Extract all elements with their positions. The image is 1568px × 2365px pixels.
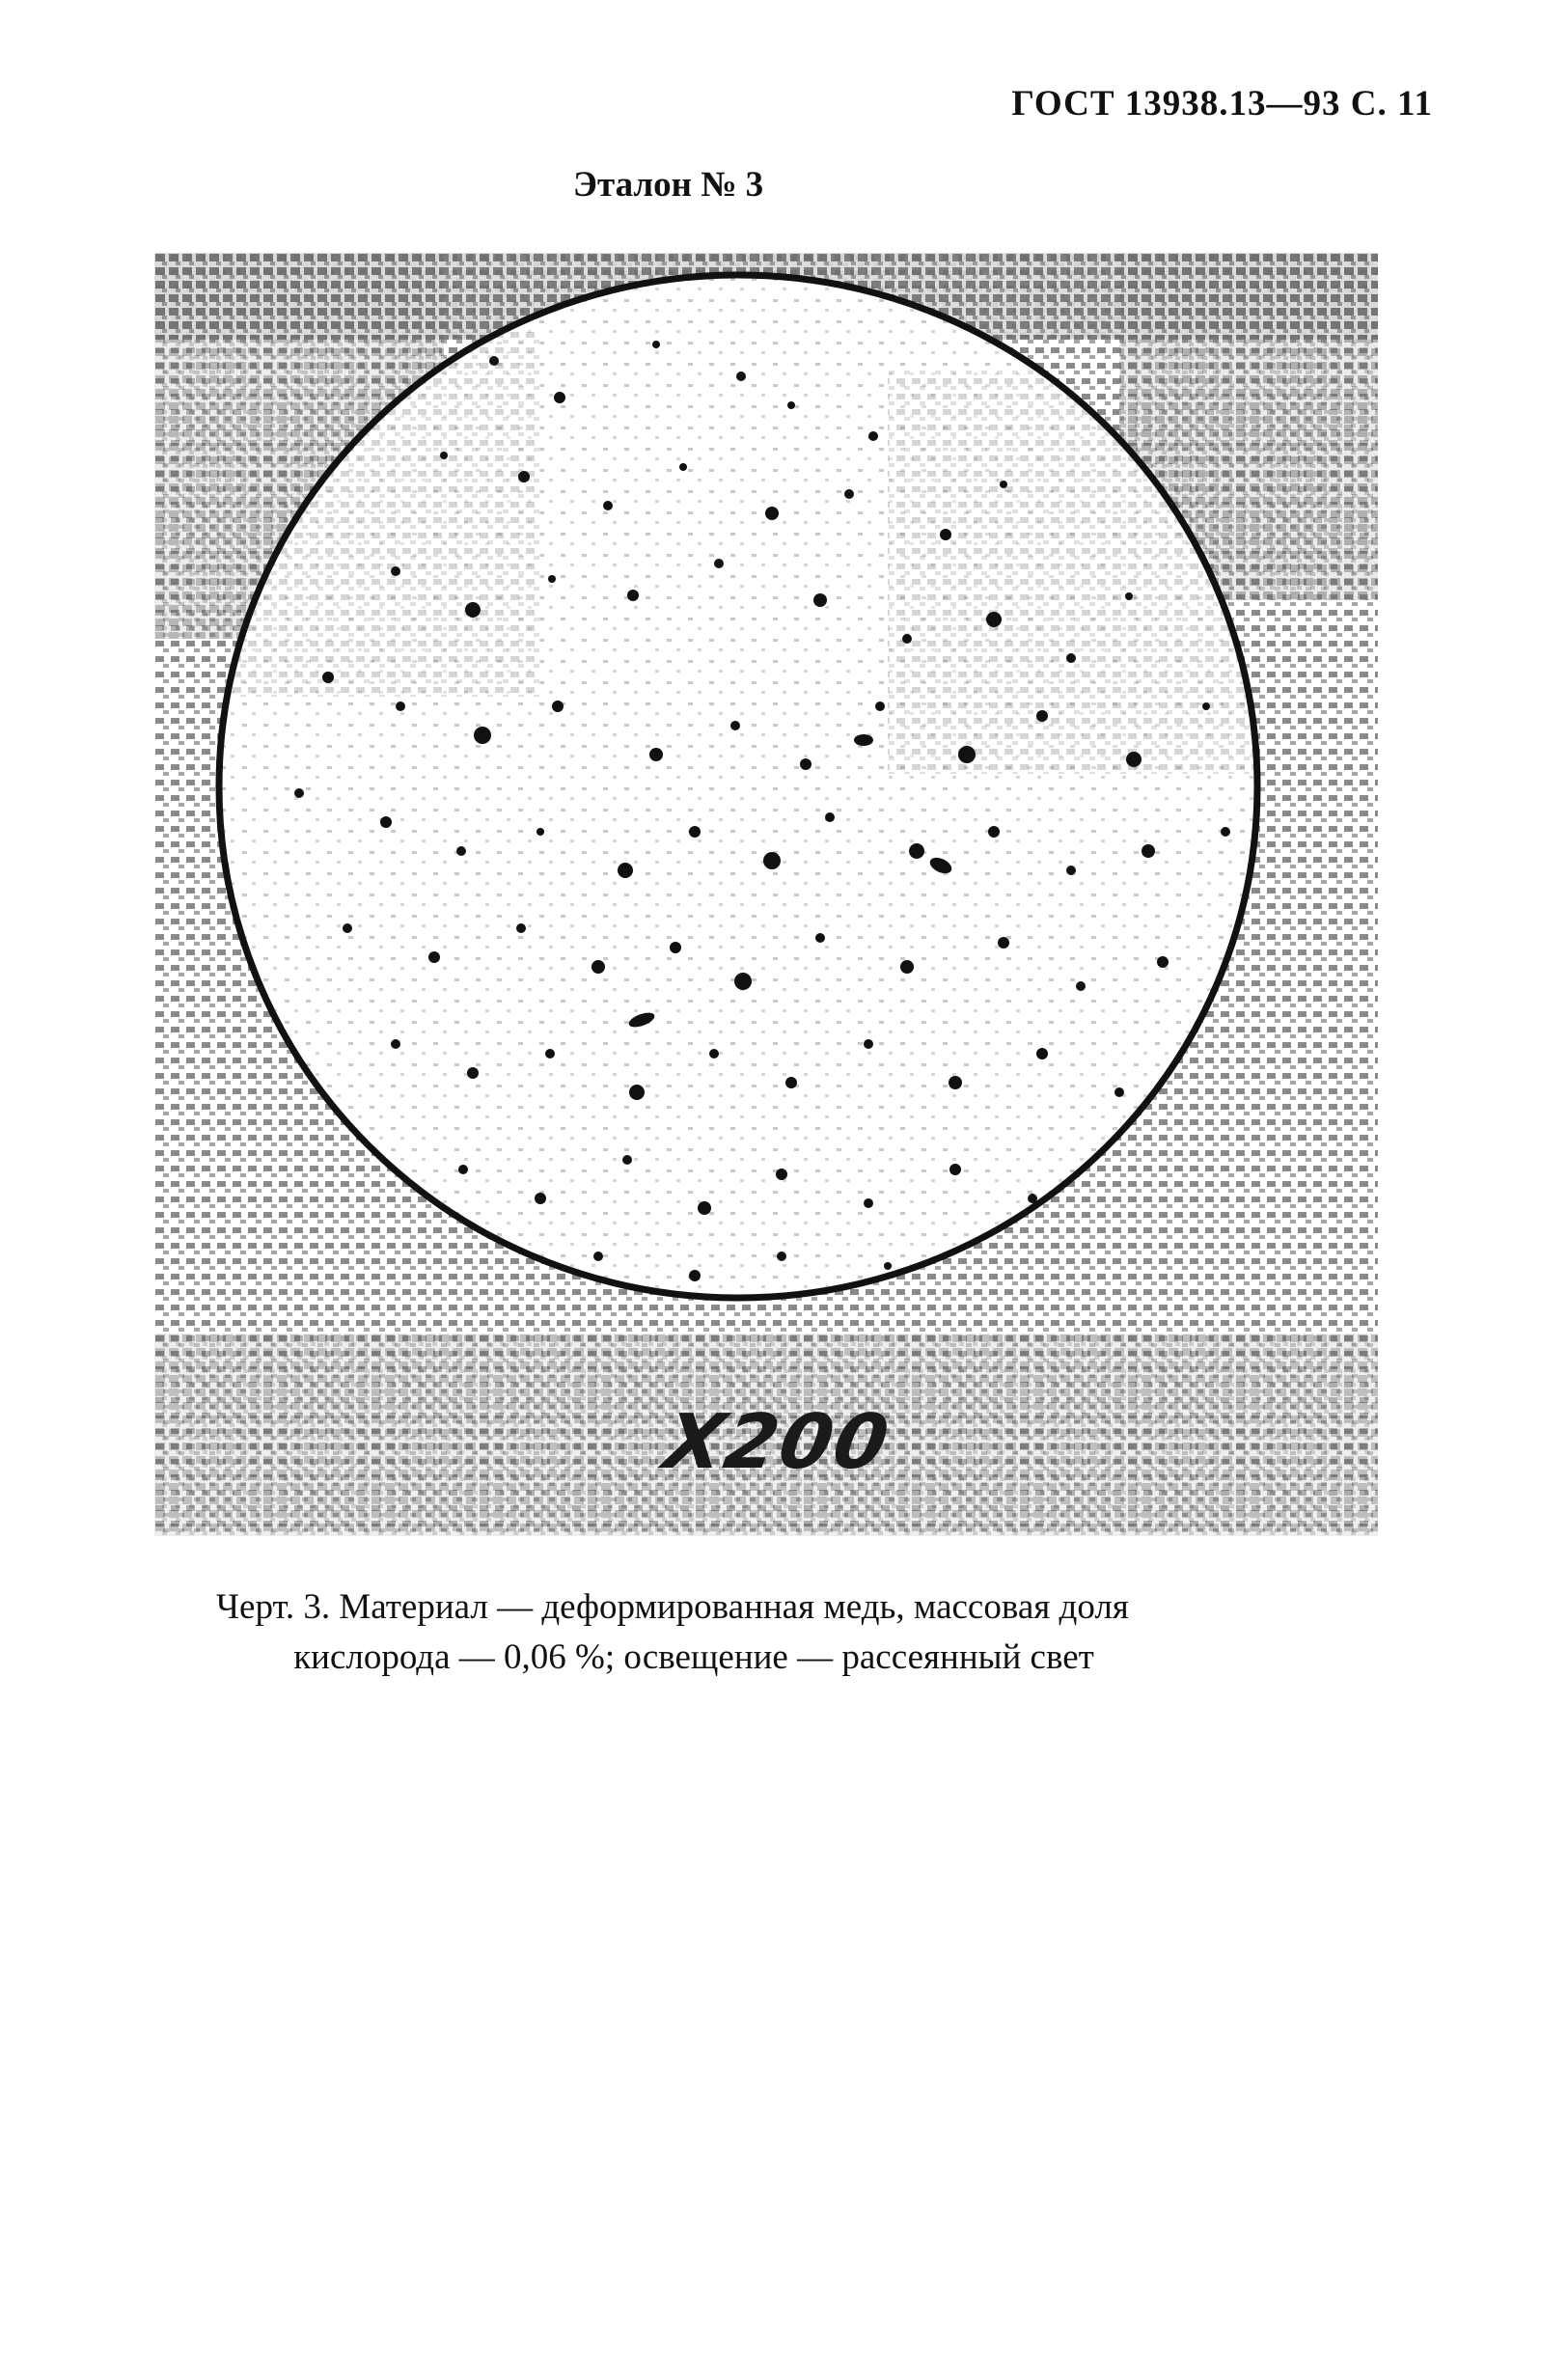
standard-title: Эталон № 3: [572, 165, 764, 205]
caption-line-1: Черт. 3. Материал — деформированная медь, массовая доля: [216, 1587, 1129, 1627]
caption-line-2: кислорода — 0,06 %; освещение — рассеянный свет: [293, 1637, 1094, 1677]
magnification-label: Х200: [658, 1399, 896, 1486]
micrograph-image: [154, 253, 1378, 1536]
page-header: ГОСТ 13938.13—93 С. 11: [1011, 84, 1433, 124]
figure-caption: [216, 1582, 1307, 1683]
